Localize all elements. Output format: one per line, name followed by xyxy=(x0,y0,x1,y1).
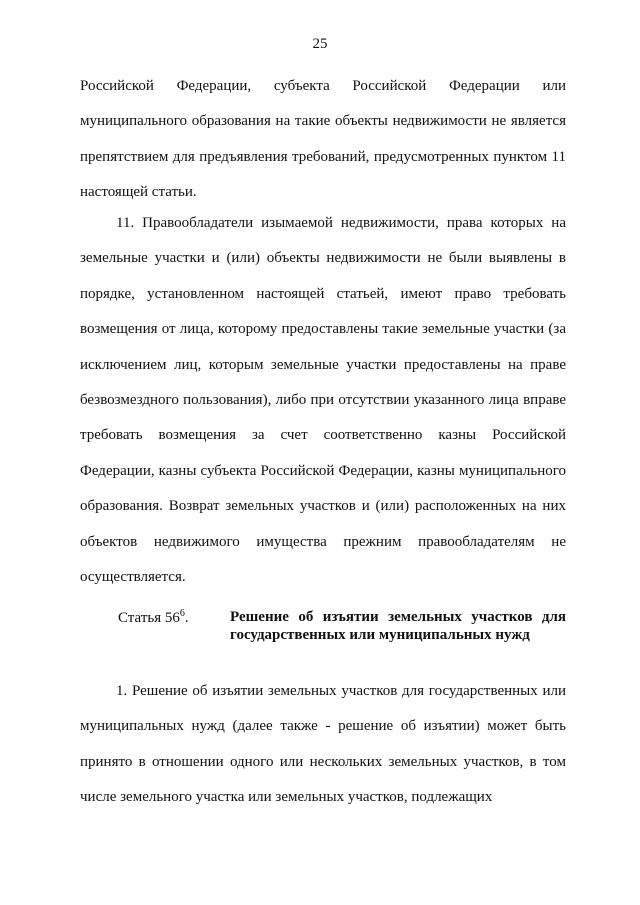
article-heading xyxy=(80,608,566,652)
page-number: 25 xyxy=(312,36,328,52)
article-suffix: . xyxy=(184,610,189,626)
paragraph-text: 11. Правообладатели изымаемой недвижимости, права которых на земельные участки и (или) объекты недвижимости не были выявлены в порядке, установленном настоящей статьей, имеют право требовать возмещения от лица, которому предоставлены такие земельные участки (за исключением лиц, которым земельные участки предоставлены на праве безвозмездного пользования), либо при отсутствии указанного лица вправе требовать возмещения за счет соответственно казны Российской Федерации, казны субъекта Российской Федерации, казны муниципального образования. Возврат земельных участков и (или) расположенных на них объектов недвижимого имущества прежним правообладателям не осуществляется. xyxy=(80,215,566,586)
article-label: Статья 56 xyxy=(118,610,180,626)
paragraph-text: 1. Решение об изъятии земельных участков для государственных или муниципальных нужд (далее также - решение об изъятии) может быть принято в отношении одного или нескольких земельных участков, в том числе земельного участка или земельных участков, подлежащих xyxy=(80,683,566,806)
article-title: Решение об изъятии земельных участков для государственных или муниципальных нужд xyxy=(230,609,566,643)
paragraph-11 xyxy=(80,206,566,595)
article-number xyxy=(118,608,189,628)
article-superscript: 6 xyxy=(179,608,185,619)
paragraph-text: Российской Федерации, субъекта Российской Федерации или муниципального образования на такие объекты недвижимости не является препятствием для предъявления требований, предусмотренных пунктом 11 настоящей статьи. xyxy=(80,78,566,201)
paragraph-continuation xyxy=(80,69,566,211)
article-paragraph-1 xyxy=(80,674,566,816)
